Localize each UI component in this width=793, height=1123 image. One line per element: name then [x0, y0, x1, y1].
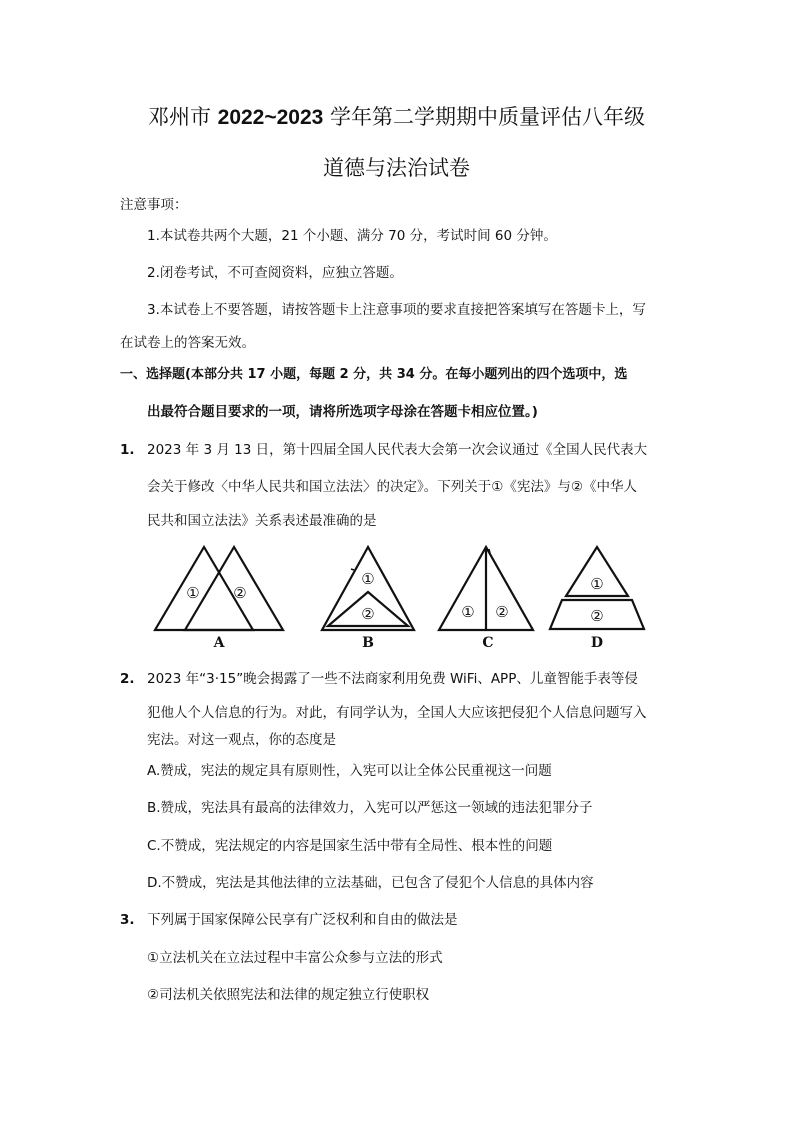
question-1-number: 1.: [120, 442, 135, 458]
figure-label-c: C: [482, 635, 494, 651]
notice-heading: 注意事项：: [120, 197, 188, 213]
question-1-line3: 民共和国立法法》关系表述最准确的是: [147, 513, 377, 529]
question-2-option-a: A.赞成，宪法的规定具有原则性，入宪可以让全体公民重视这一问题: [147, 763, 552, 779]
question-2-number: 2.: [120, 671, 135, 687]
question-2-option-c: C.不赞成，宪法规定的内容是国家生活中带有全局性、根本性的问题: [147, 838, 553, 854]
question-3-statement-2: ②司法机关依照宪法和法律的规定独立行使职权: [147, 987, 430, 1003]
question-3-line1: 下列属于国家保障公民享有广泛权利和自由的做法是: [147, 912, 458, 928]
notice-item-3-cont: 在试卷上的答案无效。: [120, 335, 255, 351]
figure-d-circle-1: ①: [590, 575, 604, 593]
question-2-line3: 宪法。对这一观点，你的态度是: [147, 732, 336, 748]
exam-title-line2: 道德与法治试卷: [323, 156, 470, 180]
question-3-number: 3.: [120, 912, 135, 928]
question-1-line2: 会关于修改〈中华人民共和国立法法〉的决定》。下列关于①《宪法》与②《中华人: [147, 479, 637, 495]
figure-a-circle-1: ①: [186, 584, 200, 602]
section-1-header-line1: 一、选择题(本部分共 17 小题，每题 2 分，共 34 分。在每小题列出的四个选项中，选: [120, 367, 628, 382]
notice-item-2: 2.闭卷考试，不可查阅资料，应独立答题。: [147, 265, 403, 281]
title-suffix: 学年第二学期期中质量评估八年级: [330, 105, 646, 129]
figure-d-circle-2: ②: [590, 607, 604, 625]
figure-label-a: A: [213, 635, 225, 651]
figure-c-circle-1: ①: [461, 603, 475, 621]
notice-item-1: 1.本试卷共两个大题，21 个小题、满分 70 分，考试时间 60 分钟。: [147, 228, 557, 244]
notice-item-3: 3.本试卷上不要答题，请按答题卡上注意事项的要求直接把答案填写在答题卡上，写: [147, 302, 646, 318]
figure-label-b: B: [362, 635, 374, 651]
section-1-header-line2: 出最符合题目要求的一项，请将所选项字母涂在答题卡相应位置。): [147, 404, 538, 420]
title-prefix: 邓州市: [147, 105, 211, 129]
title-year: 2022~2023: [217, 106, 324, 129]
figure-b-circle-2: ②: [361, 605, 375, 623]
question-2-line2: 犯他人个人信息的行为。对此，有同学认为，全国人大应该把侵犯个人信息问题写入: [147, 705, 647, 721]
figure-c-circle-2: ②: [495, 603, 509, 621]
exam-title-line1: [0, 103, 793, 132]
question-2-option-b: B.赞成，宪法具有最高的法律效力，入宪可以严惩这一领域的违法犯罪分子: [147, 800, 593, 816]
question-1-line1: 2023 年 3 月 13 日，第十四届全国人民代表大会第一次会议通过《全国人民代表大: [147, 442, 648, 458]
question-1-figure: [0, 540, 793, 655]
question-2-line1: 2023 年“3·15”晚会揭露了一些不法商家利用免费 WiFi、APP、儿童智能手表等侵: [147, 671, 638, 687]
question-3-statement-1: ①立法机关在立法过程中丰富公众参与立法的形式: [147, 950, 443, 966]
figure-b-circle-1: ①: [361, 570, 375, 588]
figure-a-circle-2: ②: [233, 584, 247, 602]
question-2-option-d: D.不赞成，宪法是其他法律的立法基础，已包含了侵犯个人信息的具体内容: [147, 875, 594, 891]
figure-label-d: D: [590, 635, 604, 651]
